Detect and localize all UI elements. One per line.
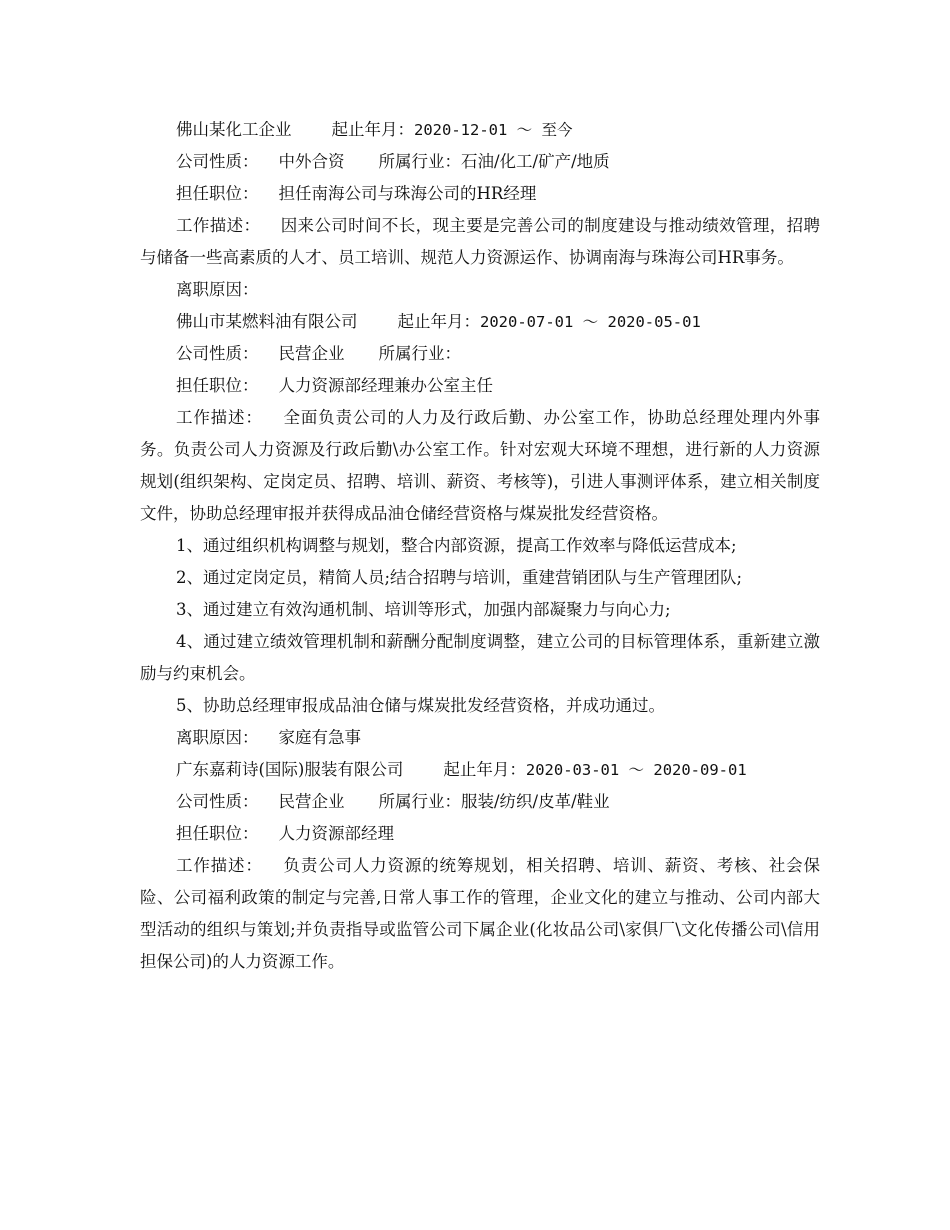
period-label: 起止年月：: [331, 120, 414, 139]
period-value: 2020-03-01 ～ 2020-09-01: [525, 761, 747, 779]
nature-label: 公司性质：: [176, 792, 259, 811]
leave-reason-row: [140, 722, 820, 754]
position-value: 人力资源部经理: [278, 824, 394, 843]
position-row: [140, 178, 820, 210]
nature-value: 民营企业: [278, 792, 345, 811]
company-name: 佛山某化工企业: [176, 120, 292, 139]
period-value: 2020-07-01 ～ 2020-05-01: [480, 313, 701, 331]
achievement-point: 5、协助总经理审报成品油仓储与煤炭批发经营资格，并成功通过。: [176, 696, 665, 715]
achievement-point: 3、通过建立有效沟通机制、培训等形式，加强内部凝聚力与向心力;: [176, 600, 671, 619]
desc-value: 全面负责公司的人力及行政后勤、办公室工作，协助总经理处理内外事务。负责公司人力资源及行政后勤\办公室工作。针对宏观大环境不理想，进行新的人力资源规划(组织架构、定岗定员、招聘、培训、薪资、考核等)，引进人事测评体系，建立相关制度文件，协助总经理审报并获得成品油仓储经营资格与煤炭批发经营资格。: [140, 408, 821, 523]
nature-value: 民营企业: [278, 344, 345, 363]
job-description: [140, 850, 820, 978]
leave-value: 家庭有急事: [278, 728, 361, 747]
desc-value: 负责公司人力资源的统筹规划，相关招聘、培训、薪资、考核、社会保险、公司福利政策的制定与完善,日常人事工作的管理，企业文化的建立与推动、公司内部大型活动的组织与策划;并负责指导或监管公司下属企业(化妆品公司\家俱厂\文化传播公司\信用担保公司)的人力资源工作。: [140, 856, 821, 971]
position-row: [140, 370, 820, 402]
leave-label: 离职原因：: [176, 280, 259, 299]
achievement-point: 4、通过建立绩效管理机制和薪酬分配制度调整，建立公司的目标管理体系，重新建立激励与约束机会。: [140, 632, 820, 683]
job-header: [140, 306, 820, 338]
desc-value: 因来公司时间不长，现主要是完善公司的制度建设与推动绩效管理，招聘与储备一些高素质的人才、员工培训、规范人力资源运作、协调南海与珠海公司HR事务。: [140, 216, 821, 267]
industry-label: 所属行业：: [378, 344, 461, 363]
leave-reason-row: [140, 274, 820, 306]
company-nature-row: [140, 146, 820, 178]
position-row: [140, 818, 820, 850]
position-label: 担任职位：: [176, 184, 259, 203]
job-description: [140, 402, 820, 530]
nature-label: 公司性质：: [176, 344, 259, 363]
desc-label: 工作描述：: [176, 216, 261, 235]
leave-label: 离职原因：: [176, 728, 259, 747]
nature-label: 公司性质：: [176, 152, 259, 171]
position-value: 担任南海公司与珠海公司的HR经理: [278, 184, 537, 203]
industry-label: 所属行业：: [378, 152, 461, 171]
industry-value: 石油/化工/矿产/地质: [461, 152, 610, 171]
company-nature-row: [140, 786, 820, 818]
company-name: 佛山市某燃料油有限公司: [176, 312, 358, 331]
job-description: [140, 210, 820, 274]
job-header: [140, 754, 820, 786]
job-header: [140, 114, 820, 146]
period-label: 起止年月：: [397, 312, 480, 331]
position-label: 担任职位：: [176, 376, 259, 395]
desc-label: 工作描述：: [176, 856, 263, 875]
company-nature-row: [140, 338, 820, 370]
company-name: 广东嘉莉诗(国际)服装有限公司: [176, 760, 404, 779]
period-label: 起止年月：: [443, 760, 526, 779]
period-value: 2020-12-01 ～ 至今: [414, 121, 573, 139]
position-label: 担任职位：: [176, 824, 259, 843]
industry-value: 服装/纺织/皮革/鞋业: [461, 792, 610, 811]
position-value: 人力资源部经理兼办公室主任: [278, 376, 493, 395]
achievement-point: 1、通过组织机构调整与规划，整合内部资源，提高工作效率与降低运营成本;: [176, 536, 737, 555]
nature-value: 中外合资: [278, 152, 345, 171]
desc-label: 工作描述：: [176, 408, 263, 427]
achievement-point: 2、通过定岗定员，精简人员;结合招聘与培训，重建营销团队与生产管理团队;: [176, 568, 743, 587]
industry-label: 所属行业：: [378, 792, 461, 811]
resume-work-history: [140, 114, 820, 978]
